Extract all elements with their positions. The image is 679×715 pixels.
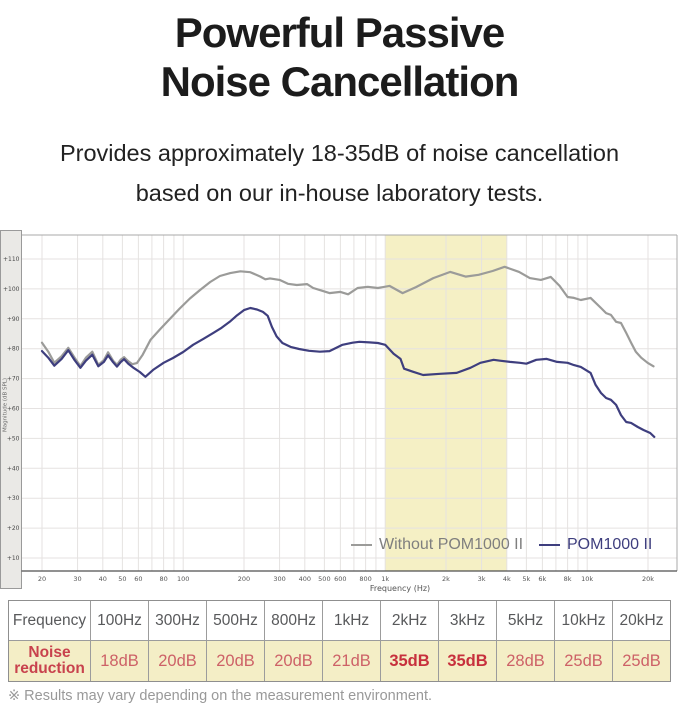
noise-reduction-value-cell-7: 28dB — [496, 640, 554, 681]
x-tick-label: 500 — [318, 575, 331, 583]
x-tick-label: 1k — [381, 575, 390, 583]
frequency-cell-9: 20kHz — [612, 601, 670, 640]
page-subtitle — [0, 133, 679, 213]
plot-background — [22, 235, 678, 571]
x-tick-label: 60 — [134, 575, 143, 583]
frequency-cell-6: 3kHz — [438, 601, 496, 640]
x-tick-label: 200 — [237, 575, 251, 583]
noise-reduction-value-cell-4: 21dB — [322, 640, 380, 681]
y-tick-label: +50 — [6, 435, 20, 443]
frequency-cell-4: 1kHz — [322, 601, 380, 640]
frequency-cell-2: 500Hz — [206, 601, 264, 640]
x-tick-label: 400 — [298, 575, 312, 583]
noise-reduction-value-cell-6: 35dB — [438, 640, 496, 681]
noise-reduction-value-cell-1: 20dB — [148, 640, 206, 681]
noise-reduction-value-cell-2: 20dB — [206, 640, 264, 681]
x-tick-label: 30 — [73, 575, 82, 583]
y-tick-label: +60 — [6, 405, 20, 413]
y-tick-label: +40 — [6, 465, 20, 473]
x-tick-label: 80 — [159, 575, 168, 583]
y-tick-label: +30 — [6, 495, 20, 503]
x-tick-label: 3k — [477, 575, 486, 583]
noise-reduction-header-cell: Noise reduction — [9, 640, 90, 681]
noise-reduction-value-cell-0: 18dB — [90, 640, 148, 681]
noise-reduction-table — [8, 600, 671, 682]
legend-label-pom1000: POM1000 II — [567, 536, 653, 553]
noise-reduction-value-cell-9: 25dB — [612, 640, 670, 681]
page-title — [0, 8, 679, 106]
x-tick-label: 600 — [334, 575, 347, 583]
y-tick-label: +20 — [6, 525, 20, 533]
frequency-cell-0: 100Hz — [90, 601, 148, 640]
x-tick-label: 50 — [118, 575, 127, 583]
y-tick-label: +80 — [6, 345, 20, 353]
frequency-cell-1: 300Hz — [148, 601, 206, 640]
x-tick-label: 300 — [273, 575, 286, 583]
frequency-cell-3: 800Hz — [264, 601, 322, 640]
footnote: ※ Results may vary depending on the measurement environment. — [8, 688, 433, 704]
y-tick-label: +100 — [3, 285, 20, 293]
noise-reduction-value-cell-5: 35dB — [380, 640, 438, 681]
chart-svg — [0, 230, 679, 596]
title-line-1: Powerful Passive — [174, 9, 505, 56]
x-tick-label: 6k — [538, 575, 547, 583]
noise-reduction-value-cell-8: 25dB — [554, 640, 612, 681]
x-tick-label: 5k — [522, 575, 531, 583]
x-tick-label: 100 — [176, 575, 190, 583]
x-tick-label: 40 — [98, 575, 107, 583]
x-tick-label: 800 — [359, 575, 372, 583]
frequency-response-chart — [0, 230, 679, 596]
x-tick-label: 4k — [502, 575, 511, 583]
x-tick-label: 20k — [641, 575, 655, 583]
y-axis-title: Magnitude (dB SPL) — [2, 377, 9, 433]
subtitle-line-2: based on our in-house laboratory tests. — [135, 180, 544, 206]
frequency-header-cell: Frequency — [12, 611, 87, 629]
y-tick-label: +70 — [6, 375, 20, 383]
frequency-cell-8: 10kHz — [554, 601, 612, 640]
x-tick-label: 20 — [37, 575, 47, 583]
legend-label-without: Without POM1000 II — [379, 536, 524, 553]
frequency-cell-5: 2kHz — [380, 601, 438, 640]
x-tick-label: 10k — [581, 575, 594, 583]
x-axis-title: Frequency (Hz) — [369, 584, 431, 593]
x-tick-label: 2k — [442, 575, 450, 583]
y-tick-label: +10 — [6, 555, 20, 562]
x-tick-label: 8k — [563, 575, 572, 583]
noise-reduction-value-cell-3: 20dB — [264, 640, 322, 681]
subtitle-line-1: Provides approximately 18-35dB of noise cancellation — [59, 140, 620, 166]
y-tick-label: +110 — [3, 256, 20, 263]
title-line-2: Noise Cancellation — [160, 58, 519, 105]
frequency-cell-7: 5kHz — [496, 601, 554, 640]
y-tick-label: +90 — [6, 315, 20, 323]
